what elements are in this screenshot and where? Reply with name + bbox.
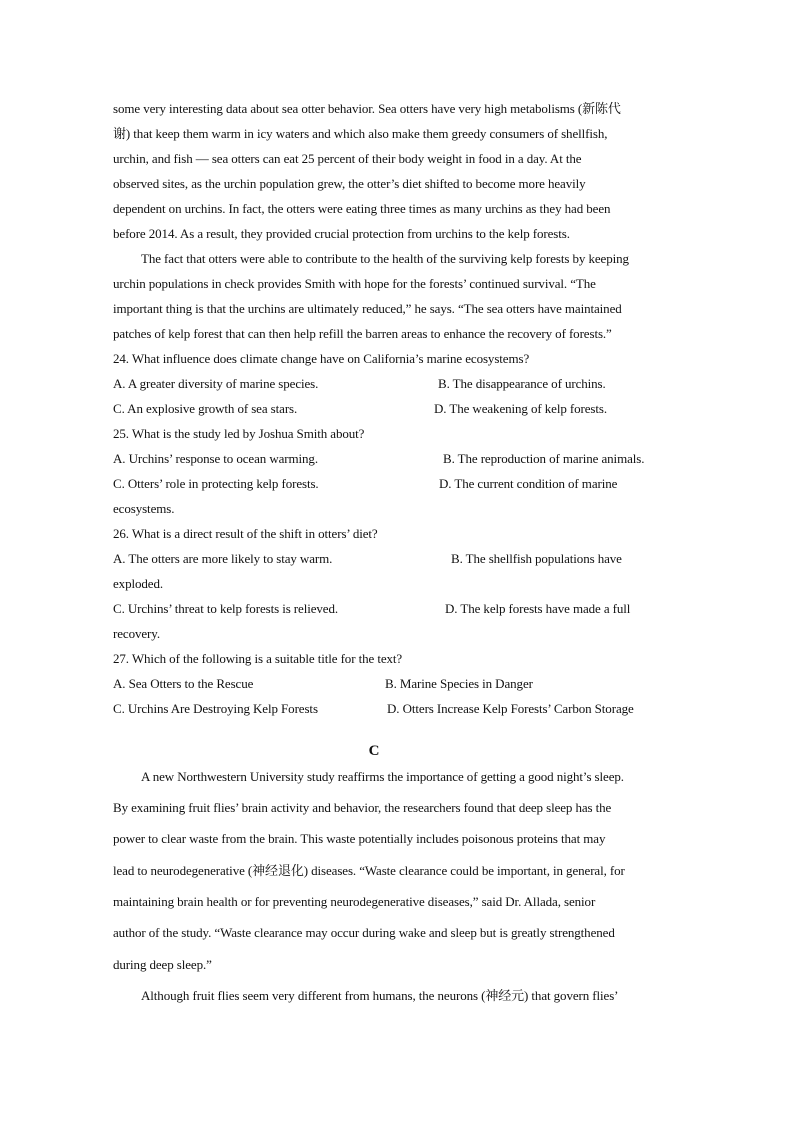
passage-line: The fact that otters were able to contribute to the health of the surviving kelp forests by keeping <box>141 251 629 266</box>
option-b: B. The reproduction of marine animals. <box>443 451 645 466</box>
option-c: C. An explosive growth of sea stars. <box>113 401 298 416</box>
passage-line: Although fruit flies seem very different from humans, the neurons (神经元) that govern flies’ <box>141 988 619 1003</box>
passage-line: 谢) that keep them warm in icy waters and which also make them greedy consumers of shellfish, <box>113 126 608 141</box>
passage-line: some very interesting data about sea otter behavior. Sea otters have very high metabolisms (新陈代 <box>113 101 621 116</box>
passage-line: By examining fruit flies’ brain activity and behavior, the researchers found that deep sleep has the <box>113 800 612 815</box>
question-stem: 26. What is a direct result of the shift in otters’ diet? <box>113 526 378 541</box>
option-a: A. Sea Otters to the Rescue <box>113 676 254 691</box>
option-c: C. Otters’ role in protecting kelp forests. <box>113 476 319 491</box>
section-heading: C <box>368 743 380 759</box>
passage-line: author of the study. “Waste clearance may occur during wake and sleep but is greatly strengthened <box>113 925 615 940</box>
option-d: D. Otters Increase Kelp Forests’ Carbon Storage <box>387 701 634 716</box>
passage-line: before 2014. As a result, they provided crucial protection from urchins to the kelp forests. <box>113 226 570 241</box>
question-stem: 24. What influence does climate change have on California’s marine ecosystems? <box>113 351 530 366</box>
option-a: A. A greater diversity of marine species. <box>113 376 319 391</box>
passage-line: important thing is that the urchins are ultimately reduced,” he says. “The sea otters have maintained <box>113 301 622 316</box>
passage-line: observed sites, as the urchin population grew, the otter’s diet shifted to become more heavily <box>113 176 586 191</box>
passage-line: patches of kelp forest that can then help refill the barren areas to enhance the recovery of forests.” <box>113 326 612 341</box>
option-d: D. The kelp forests have made a full <box>445 601 631 616</box>
passage-line: A new Northwestern University study reaffirms the importance of getting a good night’s sleep. <box>141 769 624 784</box>
passage-line: urchin, and fish — sea otters can eat 25 percent of their body weight in food in a day. At the <box>113 151 582 166</box>
option-b-continued: exploded. <box>113 576 164 591</box>
passage-line: power to clear waste from the brain. This waste potentially includes poisonous proteins that may <box>113 831 606 846</box>
question-stem: 27. Which of the following is a suitable title for the text? <box>113 651 403 666</box>
option-b: B. The disappearance of urchins. <box>438 376 606 391</box>
option-b: B. Marine Species in Danger <box>385 676 533 691</box>
option-d-continued: recovery. <box>113 626 160 641</box>
option-b: B. The shellfish populations have <box>451 551 622 566</box>
option-c: C. Urchins Are Destroying Kelp Forests <box>113 701 318 716</box>
passage-line: urchin populations in check provides Smith with hope for the forests’ continued survival. “The <box>113 276 596 291</box>
passage-line: during deep sleep.” <box>113 957 212 972</box>
passage-line: lead to neurodegenerative (神经退化) diseases. “Waste clearance could be important, in general, for <box>113 863 625 878</box>
passage-line: maintaining brain health or for preventing neurodegenerative diseases,” said Dr. Allada, senior <box>113 894 596 909</box>
option-c: C. Urchins’ threat to kelp forests is relieved. <box>113 601 339 616</box>
question-stem: 25. What is the study led by Joshua Smith about? <box>113 426 365 441</box>
option-a: A. The otters are more likely to stay warm. <box>113 551 333 566</box>
option-d: D. The current condition of marine <box>439 476 618 491</box>
passage-line: dependent on urchins. In fact, the otters were eating three times as many urchins as they had been <box>113 201 611 216</box>
option-d-continued: ecosystems. <box>113 501 175 516</box>
option-d: D. The weakening of kelp forests. <box>434 401 607 416</box>
option-a: A. Urchins’ response to ocean warming. <box>113 451 318 466</box>
